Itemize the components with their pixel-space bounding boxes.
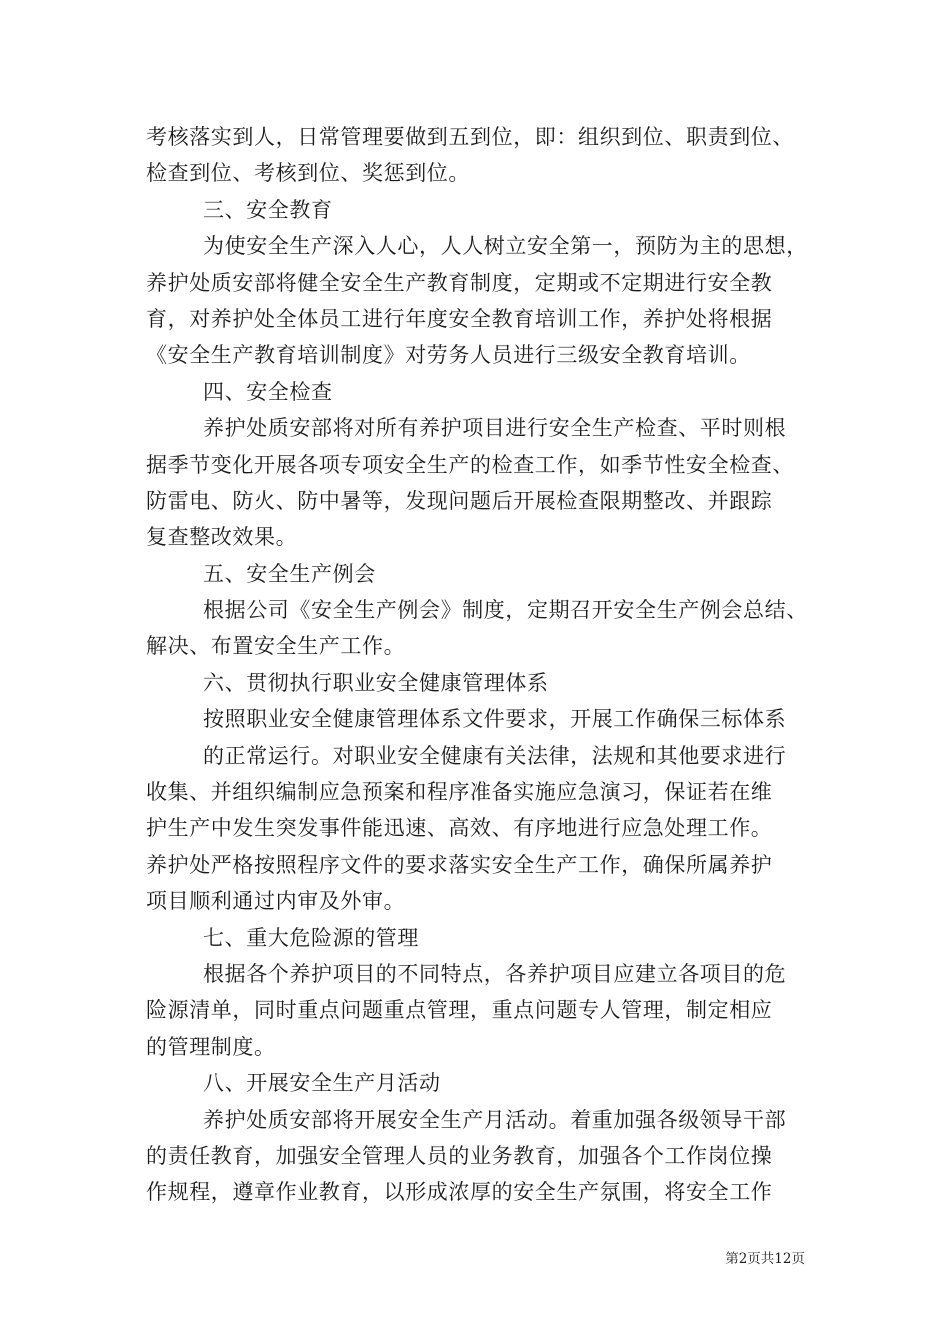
section-heading: 五、安全生产例会 — [203, 561, 376, 586]
document-body — [146, 119, 826, 1211]
text-line: 考核落实到人，日常管理要做到五到位，即：组织到位、职责到位、 — [146, 125, 794, 149]
text-line: 按照职业安全健康管理体系文件要求，开展工作确保三标体系 — [203, 707, 787, 732]
section-heading: 七、重大危险源的管理 — [203, 925, 419, 950]
text-line: 养护处质安部将对所有养护项目进行安全生产检查、平时则根 — [203, 416, 787, 441]
text-line: 养护处质安部将开展安全生产月活动。着重加强各级领导干部 — [203, 1107, 787, 1132]
section-heading: 三、安全教育 — [203, 197, 333, 222]
text-line: 《安全生产教育培训制度》对劳务人员进行三级安全教育培训。 — [146, 343, 751, 368]
text-line: 的责任教育，加强安全管理人员的业务教育，加强各个工作岗位操 — [146, 1143, 773, 1168]
text-line: 的管理制度。 — [146, 1034, 276, 1059]
text-line: 检查到位、考核到位、奖惩到位。 — [146, 161, 470, 186]
text-line: 复查整改效果。 — [146, 525, 298, 550]
text-line: 根据公司《安全生产例会》制度，定期召开安全生产例会总结、 — [203, 598, 808, 623]
text-line: 据季节变化开展各项专项安全生产的检查工作，如季节性安全检查、 — [146, 452, 794, 477]
text-line: 险源清单，同时重点问题重点管理，重点问题专人管理，制定相应 — [146, 998, 773, 1023]
text-line: 养护处严格按照程序文件的要求落实安全生产工作，确保所属养护 — [146, 852, 773, 877]
text-line: 根据各个养护项目的不同特点，各养护项目应建立各项目的危 — [203, 961, 787, 986]
section-heading: 四、安全检查 — [203, 379, 333, 404]
text-line: 的正常运行。对职业安全健康有关法律，法规和其他要求进行 — [203, 743, 787, 768]
page-number-footer: 第2页共12页 — [725, 1251, 805, 1267]
text-line: 作规程，遵章作业教育，以形成浓厚的安全生产氛围，将安全工作 — [146, 1180, 773, 1205]
text-line: 育，对养护处全体员工进行年度安全教育培训工作，养护处将根据 — [146, 306, 773, 331]
text-line: 解决、布置安全生产工作。 — [146, 634, 406, 659]
text-line: 防雷电、防火、防中暑等，发现问题后开展检查限期整改、并跟踪 — [146, 488, 773, 513]
text-line: 收集、并组织编制应急预案和程序准备实施应急演习，保证若在维 — [146, 780, 773, 805]
text-line: 项目顺利通过内审及外审。 — [146, 889, 406, 914]
section-heading: 八、开展安全生产月活动 — [203, 1071, 441, 1096]
text-line: 护生产中发生突发事件能迅速、高效、有序地进行应急处理工作。 — [146, 816, 773, 841]
section-heading: 六、贯彻执行职业安全健康管理体系 — [203, 670, 549, 695]
text-line: 养护处质安部将健全安全生产教育制度，定期或不定期进行安全教 — [146, 270, 773, 295]
text-line: 为使安全生产深入人心，人人树立安全第一，预防为主的思想， — [203, 234, 808, 259]
